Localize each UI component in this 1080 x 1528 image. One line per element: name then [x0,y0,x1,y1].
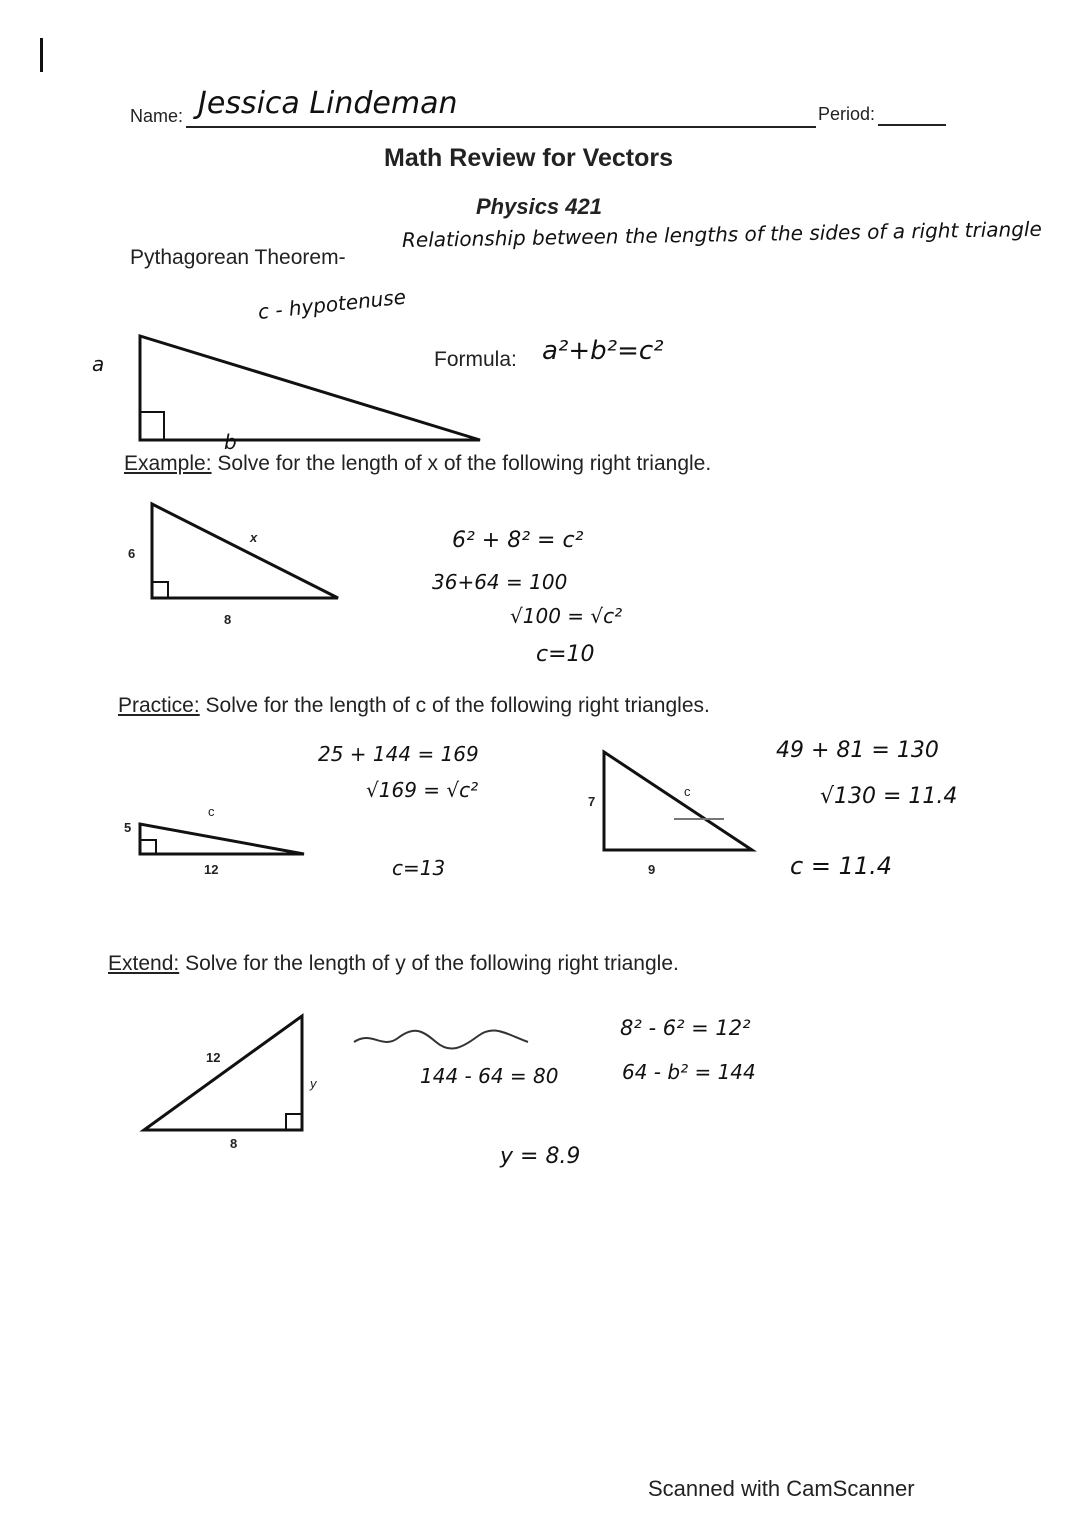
formula-value: a²+b²=c² [542,336,664,366]
side-b-label: b [224,430,237,454]
practice-triangle-1 [136,800,316,860]
scribble-mark [352,1028,532,1050]
practice-tri1-left: 5 [124,820,132,835]
extend-work-a-1: 144 - 64 = 80 [420,1064,559,1088]
example-heading [124,452,711,476]
example-work-4: c=10 [536,642,595,667]
practice-tri2-work-1: 49 + 81 = 130 [776,738,939,763]
practice-tri2-work-2: √130 = 11.4 [820,784,958,809]
period-label: Period: [818,104,876,124]
practice-tri1-work-3: c=13 [392,856,446,880]
extend-triangle [140,1012,310,1136]
practice-tri1-work-2: √169 = √c² [366,778,479,802]
pythagorean-note: Relationship between the lengths of the sides of a right triangle [401,216,1042,252]
practice-tri1-hyp: c [208,804,215,819]
example-prompt: Solve for the length of x of the following right triangle. [217,452,712,475]
practice-tri2-divider [674,818,724,820]
example-work-3: √100 = √c² [510,604,623,628]
period-line [878,124,946,126]
practice-tri2-work-3: c = 11.4 [790,852,892,880]
example-triangle [148,500,348,610]
name-label: Name: [130,106,184,126]
extend-bottom: 8 [230,1136,238,1151]
practice-tri2-hyp: c [684,784,691,799]
name-line [186,126,816,128]
extend-work-a-2: y = 8.9 [500,1144,581,1169]
hypotenuse-note: c - hypotenuse [256,284,408,324]
extend-work-b-2: 64 - b² = 144 [622,1060,756,1084]
practice-tri2-bottom: 9 [648,862,656,877]
course-subtitle: Physics 421 [476,194,602,219]
extend-prompt: Solve for the length of y of the following right triangle. [185,952,679,975]
practice-prompt: Solve for the length of c of the following right triangles. [205,694,710,717]
extend-hyp: 12 [206,1050,221,1065]
extend-work-b-1: 8² - 6² = 12² [620,1016,751,1040]
example-work-1: 6² + 8² = c² [452,528,584,553]
practice-tri2-left: 7 [588,794,596,809]
scanner-watermark: Scanned with CamScanner [648,1476,915,1501]
example-label: Example: [124,452,212,475]
example-side-hyp: x [250,530,258,545]
practice-tri1-bottom: 12 [204,862,219,877]
example-side-bottom: 8 [224,612,232,627]
practice-triangle-2 [598,738,758,862]
extend-right: y [310,1076,317,1091]
extend-label: Extend: [108,952,180,975]
page-title: Math Review for Vectors [384,144,673,172]
extend-heading [108,952,679,976]
formula-label: Formula: [434,348,517,371]
side-a-label: a [92,352,105,376]
example-work-2: 36+64 = 100 [432,570,568,594]
margin-mark [40,38,43,72]
practice-heading [118,694,710,718]
example-side-left: 6 [128,546,136,561]
name-value: Jessica Lindeman [198,86,458,121]
practice-label: Practice: [118,694,200,717]
practice-tri1-work-1: 25 + 144 = 169 [318,742,479,766]
pythagorean-label: Pythagorean Theorem- [130,246,346,269]
